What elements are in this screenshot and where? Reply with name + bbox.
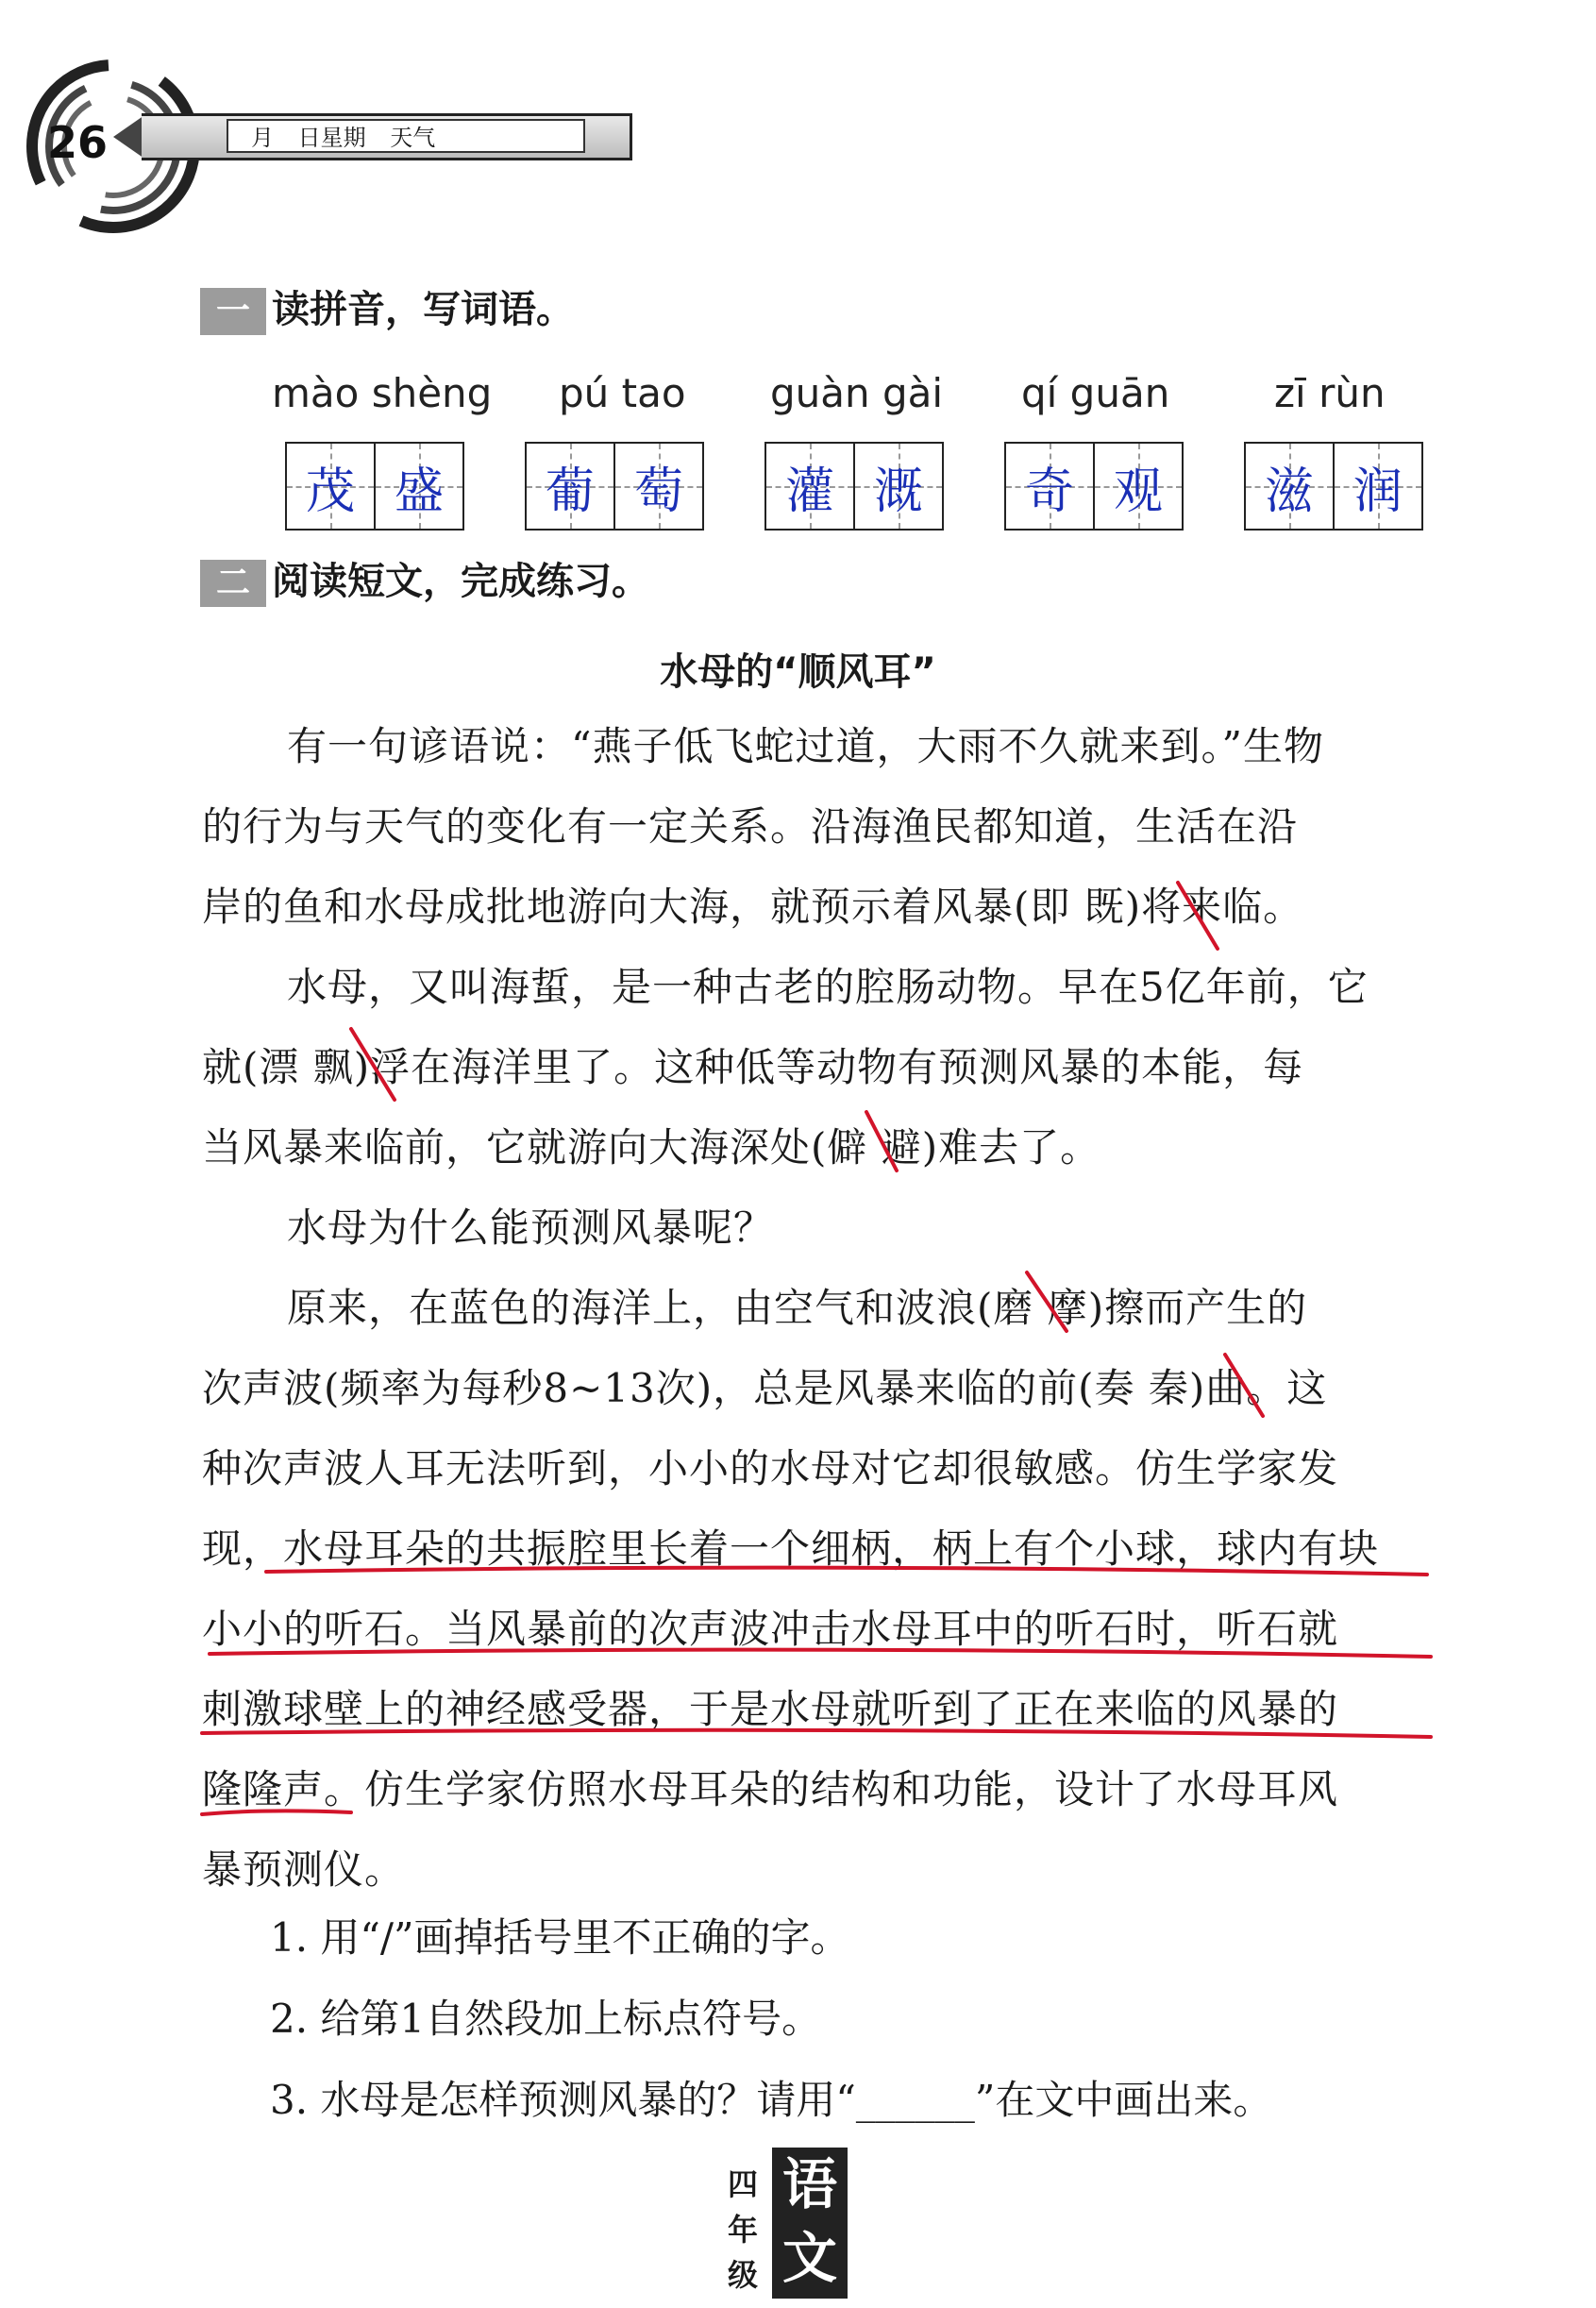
grade-char: 年 bbox=[727, 2212, 758, 2248]
strike-mark bbox=[1225, 1355, 1263, 1416]
answer-char: 灌 bbox=[784, 463, 834, 520]
passage-title: 水母的“顺风耳” bbox=[660, 650, 936, 694]
underline-mark bbox=[202, 1730, 1431, 1737]
grade-label bbox=[719, 2162, 766, 2298]
passage-line: 隆隆声。仿生学家仿照水母耳朵的结构和功能，设计了水母耳风 bbox=[202, 1766, 1339, 1812]
section-2-mark: 二 bbox=[200, 560, 266, 607]
subject-badge bbox=[772, 2148, 848, 2299]
section-1-instruction: 读拼音，写词语。 bbox=[272, 288, 574, 331]
pinyin-1: mào shèng bbox=[272, 370, 493, 416]
answer-char: 奇 bbox=[1024, 463, 1074, 520]
passage-line: 暴预测仪。 bbox=[202, 1846, 406, 1893]
passage-line: 岸的鱼和水母成批地游向大海，就预示着风暴(即 既)将来临。 bbox=[202, 884, 1304, 930]
passage-line: 水母为什么能预测风暴呢？ bbox=[287, 1205, 775, 1251]
grade-char: 级 bbox=[727, 2257, 758, 2293]
answer-char: 滋 bbox=[1264, 463, 1314, 520]
passage-line: 现，水母耳朵的共振腔里长着一个细柄，柄上有个小球，球内有块 bbox=[202, 1525, 1380, 1572]
grade-char: 四 bbox=[727, 2166, 758, 2202]
passage-line: 原来，在蓝色的海洋上，由空气和波浪(磨 摩)擦而产生的 bbox=[287, 1285, 1308, 1331]
strike-mark bbox=[1027, 1272, 1067, 1331]
answer-char: 茂 bbox=[305, 463, 355, 520]
passage-line: 次声波(频率为每秒8~13次)，总是风暴来临的前(奏 秦)曲。这 bbox=[202, 1365, 1328, 1411]
date-weather-line: 月 日星期 天气 bbox=[227, 119, 585, 153]
question-1: 1. 用“/”画掉括号里不正确的字。 bbox=[270, 1914, 850, 1961]
passage-line: 水母，又叫海蜇，是一种古老的腔肠动物。早在5亿年前，它 bbox=[287, 964, 1369, 1010]
section-2-instruction: 阅读短文，完成练习。 bbox=[272, 560, 649, 603]
passage-line: 当风暴来临前，它就游向大海深处(僻 避)难去了。 bbox=[202, 1124, 1101, 1171]
answer-char: 萄 bbox=[633, 463, 683, 520]
question-3: 3. 水母是怎样预测风暴的？请用“______”在文中画出来。 bbox=[270, 2077, 1273, 2123]
passage-line: 小小的听石。当风暴前的次声波冲击水母耳中的听石时，听石就 bbox=[202, 1606, 1339, 1652]
passage-line: 有一句谚语说：“燕子低飞蛇过道，大雨不久就来到。”生物 bbox=[287, 723, 1324, 769]
subject-char: 文 bbox=[781, 2226, 837, 2290]
strike-mark bbox=[351, 1029, 395, 1100]
pinyin-5: zī rùn bbox=[1274, 370, 1386, 416]
subject-char: 语 bbox=[781, 2152, 837, 2216]
passage-line: 刺激球壁上的神经感受器，于是水母就听到了正在来临的风暴的 bbox=[202, 1686, 1339, 1732]
passage-line: 就(漂 飘)浮在海洋里了。这种低等动物有预测风暴的本能，每 bbox=[202, 1044, 1304, 1090]
passage-line: 种次声波人耳无法听到，小小的水母对它却很敏感。仿生学家发 bbox=[202, 1445, 1339, 1491]
strike-mark bbox=[866, 1112, 897, 1171]
answer-char: 润 bbox=[1352, 463, 1403, 520]
section-1-mark: 一 bbox=[200, 288, 266, 335]
question-2: 2. 给第1自然段加上标点符号。 bbox=[270, 1996, 822, 2042]
underline-mark bbox=[202, 1811, 351, 1814]
answer-char: 盛 bbox=[394, 463, 444, 520]
pinyin-4: qí guān bbox=[1021, 370, 1170, 416]
page-number: 26 bbox=[47, 117, 109, 168]
passage-line: 的行为与天气的变化有一定关系。沿海渔民都知道，生活在沿 bbox=[202, 803, 1299, 850]
pinyin-2: pú tao bbox=[559, 370, 686, 416]
underline-mark bbox=[266, 1568, 1427, 1575]
answer-char: 观 bbox=[1113, 463, 1163, 520]
answer-char: 溉 bbox=[873, 463, 923, 520]
underline-mark bbox=[210, 1650, 1431, 1657]
strike-mark bbox=[1178, 883, 1218, 949]
pinyin-3: guàn gài bbox=[770, 370, 944, 416]
answer-char: 葡 bbox=[545, 463, 595, 520]
